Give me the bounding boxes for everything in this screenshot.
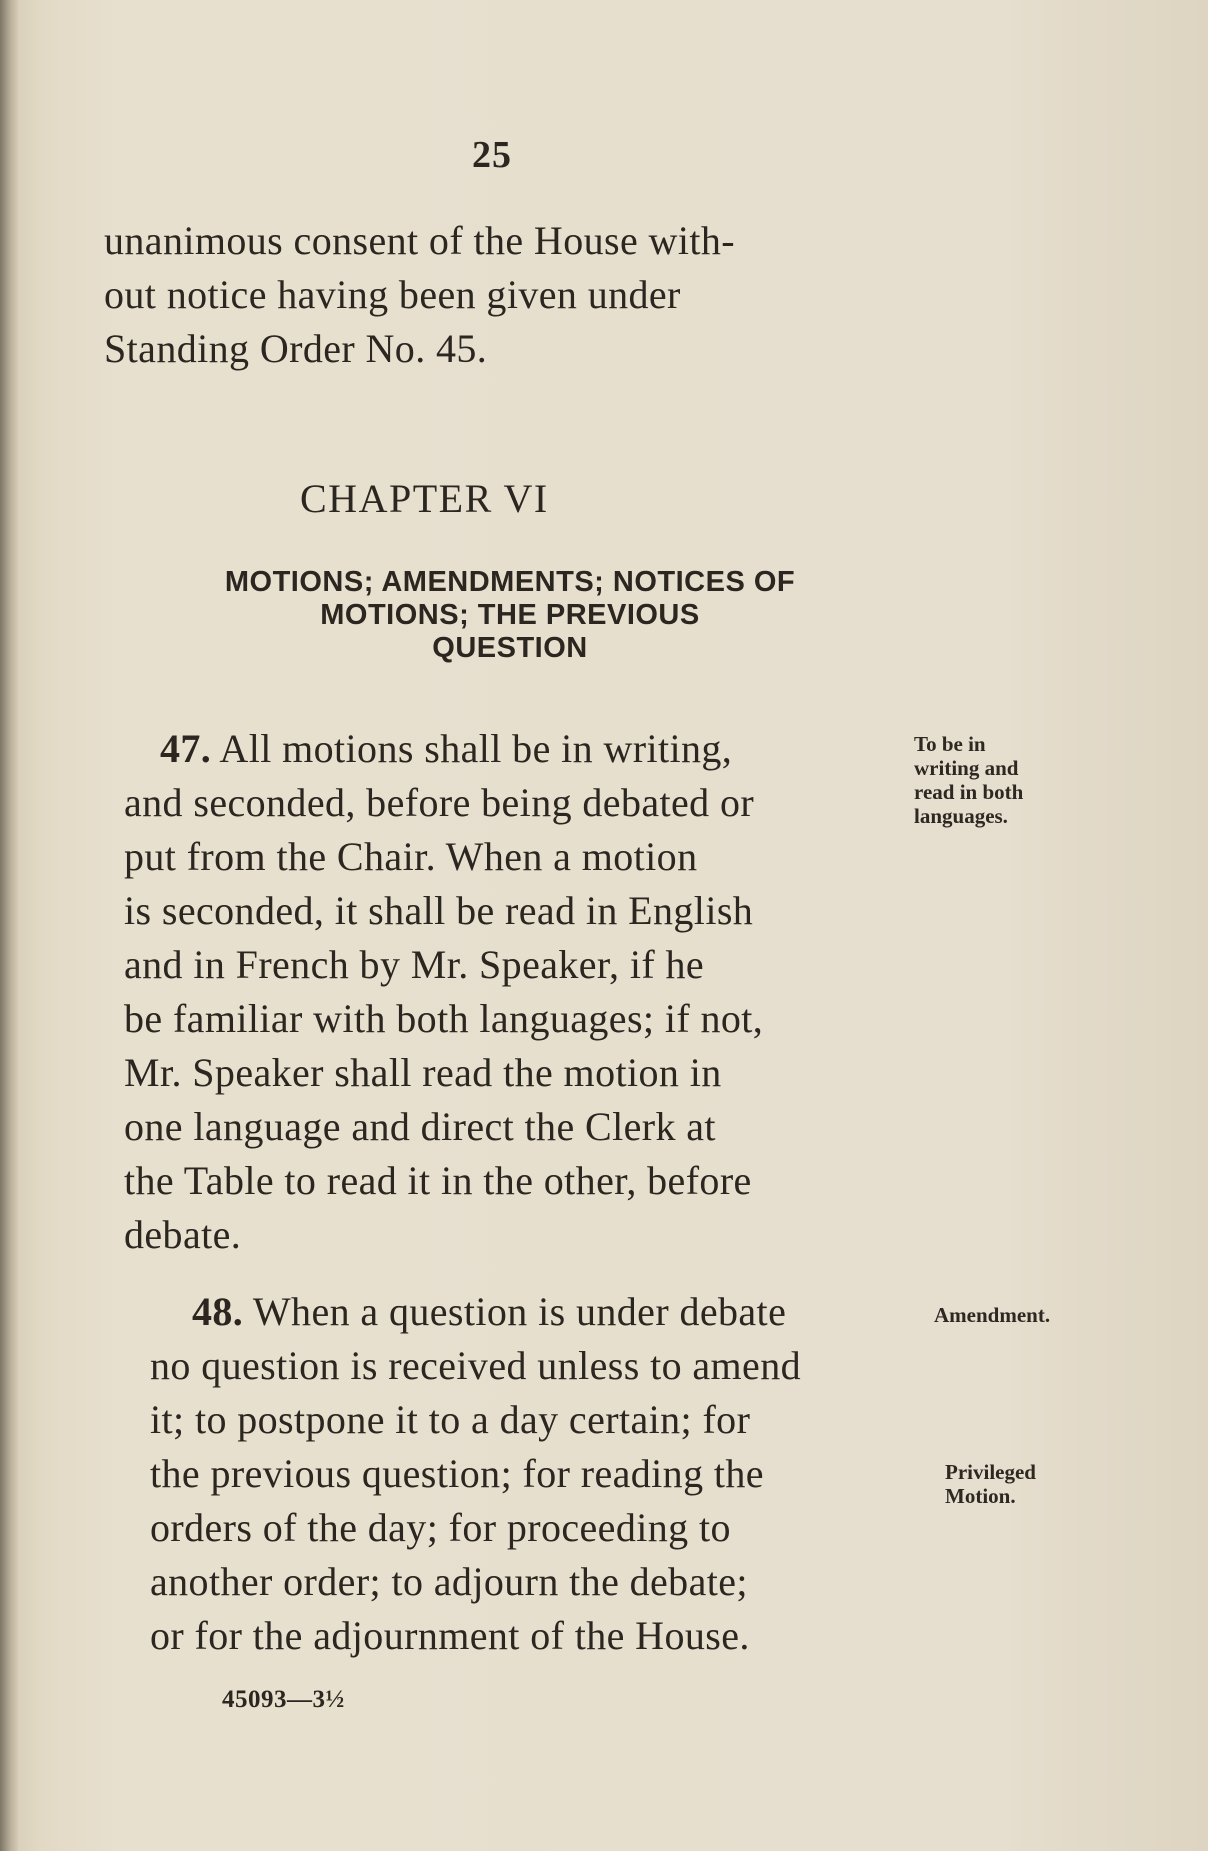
paragraph-48	[150, 1285, 801, 1663]
heading-line: MOTIONS; THE PREVIOUS	[320, 599, 700, 631]
text-line: orders of the day; for proceeding to	[150, 1505, 731, 1550]
text-line: is seconded, it shall be read in English	[124, 888, 754, 933]
text-line: one language and direct the Clerk at	[124, 1104, 716, 1149]
margin-note-amendment	[934, 1303, 1050, 1327]
paragraph-number: 47.	[160, 726, 212, 771]
margin-note-line: Privileged	[945, 1460, 1036, 1484]
margin-note-line: Amendment.	[934, 1303, 1051, 1327]
book-spine	[0, 0, 18, 1851]
text-line: Mr. Speaker shall read the motion in	[124, 1050, 722, 1095]
text-line: out notice having been given under	[104, 272, 681, 317]
margin-note-line: Motion.	[945, 1484, 1016, 1508]
margin-note-line: languages.	[914, 804, 1008, 828]
paragraph-number: 48.	[192, 1289, 244, 1334]
text-line: or for the adjournment of the House.	[150, 1613, 750, 1658]
page-number: 25	[472, 134, 512, 176]
text-line: the previous question; for reading the	[150, 1451, 764, 1496]
text-span: All motions shall be in writing,	[219, 726, 733, 771]
margin-note-line: read in both	[914, 780, 1024, 804]
paragraph-47	[124, 722, 763, 1262]
printer-code: 45093—3½	[222, 1686, 345, 1713]
text-line: and in French by Mr. Speaker, if he	[124, 942, 705, 987]
text-line	[124, 722, 763, 776]
heading-line: QUESTION	[432, 632, 588, 664]
text-line: be familiar with both languages; if not,	[124, 996, 764, 1041]
text-line: and seconded, before being debated or	[124, 780, 755, 825]
chapter-title: CHAPTER VI	[300, 476, 549, 521]
text-line: unanimous consent of the House with-	[104, 218, 735, 263]
margin-note-line: To be in	[914, 732, 986, 756]
text-line: the Table to read it in the other, before	[124, 1158, 752, 1203]
heading-line: MOTIONS; AMENDMENTS; NOTICES OF	[224, 566, 796, 598]
margin-note-line: writing and	[914, 756, 1019, 780]
margin-note-writing	[914, 732, 1023, 828]
text-line: it; to postpone it to a day certain; for	[150, 1397, 751, 1442]
text-line: Standing Order No. 45.	[104, 326, 488, 371]
text-span: When a question is under debate	[252, 1289, 787, 1334]
margin-note-privileged-motion	[945, 1460, 1036, 1508]
text-line: another order; to adjourn the debate;	[150, 1559, 748, 1604]
text-line	[150, 1285, 801, 1339]
text-line: put from the Chair. When a motion	[124, 834, 698, 879]
text-line: debate.	[124, 1212, 242, 1257]
section-heading	[100, 566, 920, 665]
text-line: no question is received unless to amend	[150, 1343, 802, 1388]
continuation-text	[104, 214, 735, 376]
